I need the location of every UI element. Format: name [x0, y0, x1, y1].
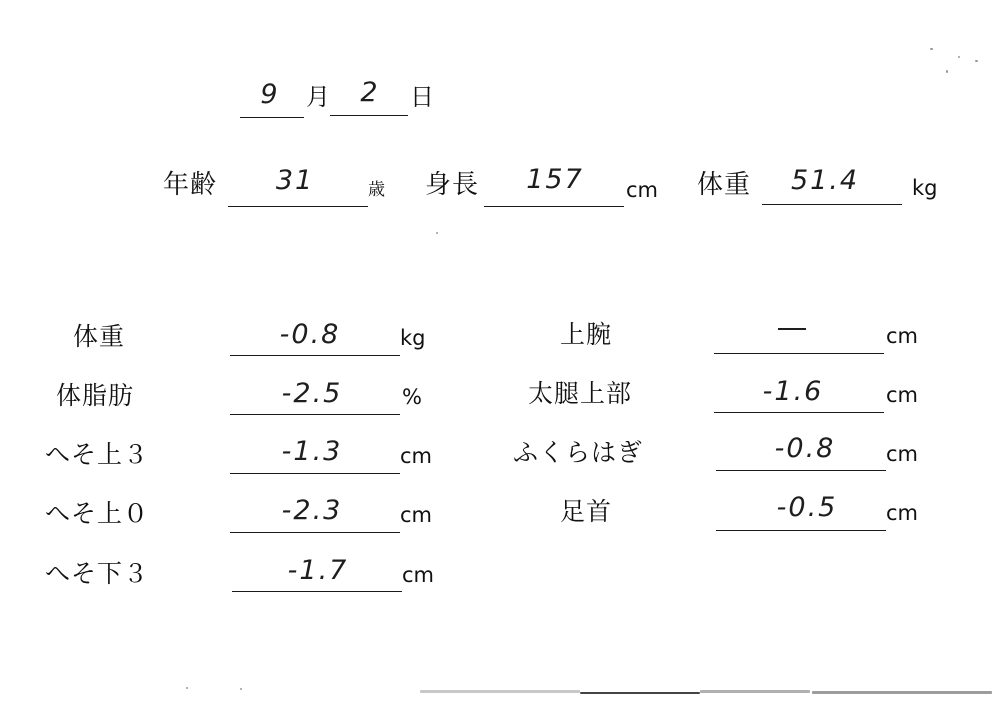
left-row-1-label: 体脂肪	[56, 381, 135, 410]
left-row-4-unit: cm	[402, 563, 435, 587]
left-row-1-underline	[230, 414, 400, 415]
left-row-3-unit: cm	[400, 503, 433, 527]
left-row-2-underline	[230, 473, 400, 474]
day-label: 日	[410, 83, 435, 111]
month-underline	[240, 117, 304, 118]
right-row-0-label: 上腕	[560, 320, 613, 349]
left-row-2-label: へそ上３	[45, 440, 150, 469]
right-row-1-underline	[714, 412, 884, 413]
right-row-3-underline	[716, 530, 886, 531]
weight-value: 51.4	[790, 165, 860, 196]
left-row-4-underline	[232, 591, 402, 592]
right-row-0-underline	[714, 353, 884, 354]
height-underline	[484, 206, 624, 207]
day-value: 2	[360, 77, 380, 108]
left-row-0-unit: kg	[400, 326, 426, 350]
right-row-1-value: -1.6	[762, 376, 824, 407]
left-row-3-value: -2.3	[281, 495, 343, 526]
left-row-0-underline	[230, 355, 400, 356]
weight-underline	[762, 204, 902, 205]
left-row-1-value: -2.5	[281, 378, 343, 409]
age-label: 年齢	[163, 170, 218, 200]
left-row-3-label: へそ上０	[45, 499, 150, 528]
right-row-2-unit: cm	[886, 442, 919, 466]
age-underline	[228, 206, 368, 207]
height-label: 身長	[425, 170, 480, 200]
left-row-0-value: -0.8	[279, 319, 341, 350]
left-row-0-label: 体重	[73, 322, 126, 351]
right-row-0-unit: cm	[886, 324, 919, 348]
month-label: 月	[306, 83, 331, 111]
right-row-2-underline	[716, 470, 886, 471]
weight-label: 体重	[697, 170, 752, 200]
weight-unit: kg	[912, 176, 938, 200]
right-row-3-label: 足首	[560, 497, 613, 526]
right-row-2-label: ふくらはぎ	[513, 438, 644, 467]
month-value: 9	[260, 79, 280, 110]
right-row-0-dash	[778, 328, 806, 330]
right-row-3-unit: cm	[886, 501, 919, 525]
age-unit: 歳	[368, 180, 385, 200]
left-row-4-label: へそ下３	[45, 559, 150, 588]
left-row-3-underline	[230, 532, 400, 533]
right-row-2-value: -0.8	[774, 433, 836, 464]
left-row-2-value: -1.3	[281, 436, 343, 467]
left-row-2-unit: cm	[400, 444, 433, 468]
right-row-1-unit: cm	[886, 383, 919, 407]
left-row-4-value: -1.7	[287, 555, 349, 586]
height-value: 157	[526, 164, 584, 195]
left-row-1-unit: %	[402, 385, 422, 409]
day-underline	[330, 115, 408, 116]
right-row-1-label: 太腿上部	[528, 379, 633, 408]
age-value: 31	[275, 165, 315, 196]
height-unit: cm	[626, 178, 659, 202]
right-row-3-value: -0.5	[776, 492, 838, 523]
